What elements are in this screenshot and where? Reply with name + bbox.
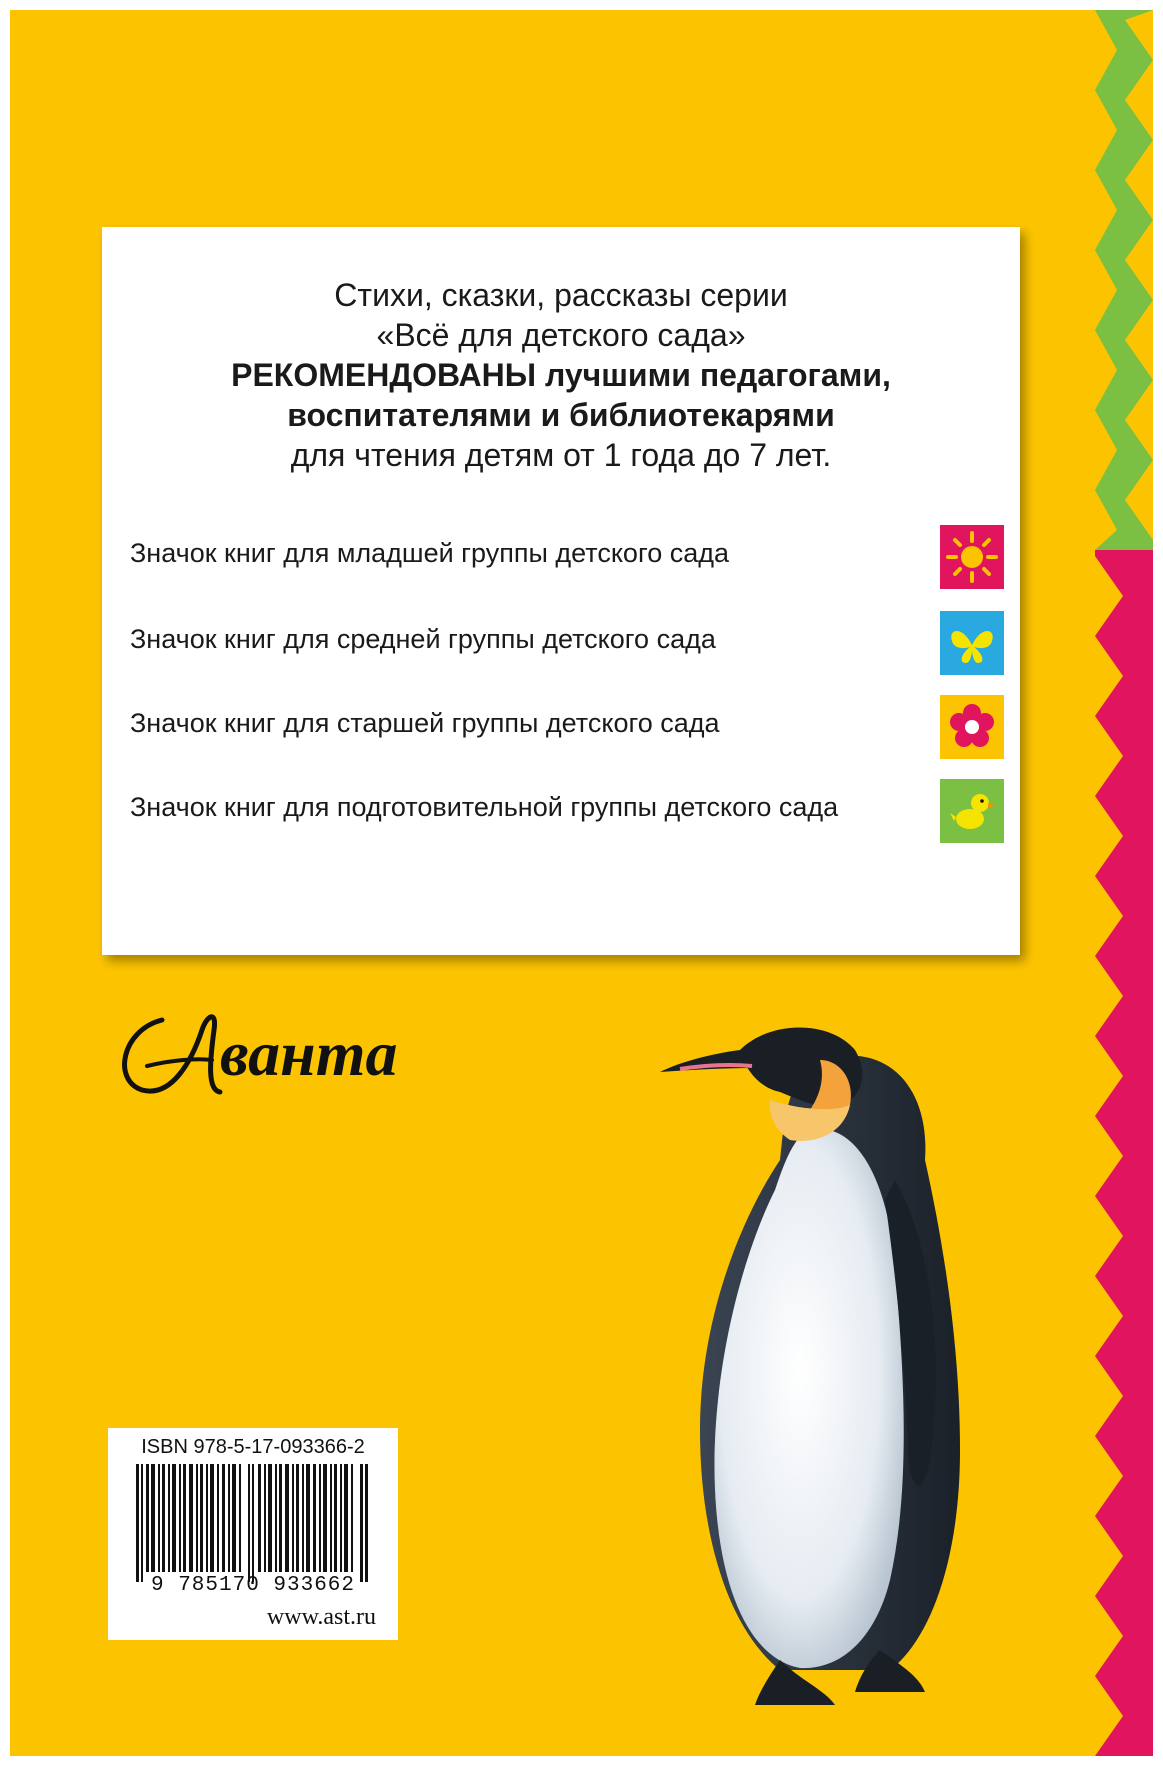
legend-text: Значок книг для младшей группы детского сада	[130, 538, 730, 568]
sun-icon	[940, 525, 1004, 589]
svg-text:ванта: ванта	[220, 1018, 398, 1089]
legend-text: Значок книг для средней группы детского сада	[130, 624, 716, 654]
zigzag-border	[1095, 10, 1153, 1756]
recommendation-card	[102, 227, 1020, 955]
barcode-panel	[108, 1428, 398, 1640]
butterfly-icon	[940, 611, 1004, 675]
intro-line-1: Стихи, сказки, рассказы серии	[334, 277, 788, 313]
flower-icon	[940, 695, 1004, 759]
website-text: www.ast.ru	[266, 1604, 376, 1630]
intro-line-3	[102, 355, 1020, 395]
legend-item-senior	[130, 695, 1010, 761]
barcode-digits: 9 785170 933662	[150, 1574, 356, 1597]
barcode-icon	[136, 1464, 368, 1582]
legend-text: Значок книг для подготовительной группы детского сада	[130, 792, 839, 822]
penguin-image	[660, 1020, 1020, 1710]
book-back-cover	[10, 10, 1153, 1756]
duckling-icon	[940, 779, 1004, 843]
legend-item-junior	[130, 525, 1010, 591]
intro-line-3-rest: лучшими педагогами,	[536, 357, 891, 393]
intro-line-2: «Всё для детского сада»	[376, 317, 746, 353]
legend-item-preparatory	[130, 779, 1010, 845]
recommendation-text	[102, 275, 1020, 475]
recommended-caps: РЕКОМЕНДОВАНЫ	[231, 357, 537, 393]
intro-line-5: для чтения детям от 1 года до 7 лет.	[290, 437, 832, 473]
isbn-text: ISBN 978-5-17-093366-2	[141, 1436, 365, 1458]
intro-line-4: воспитателями и библиотекарями	[287, 397, 835, 433]
avanta-logo	[102, 980, 462, 1130]
legend-text: Значок книг для старшей группы детского сада	[130, 708, 720, 738]
legend-item-middle	[130, 611, 1010, 677]
